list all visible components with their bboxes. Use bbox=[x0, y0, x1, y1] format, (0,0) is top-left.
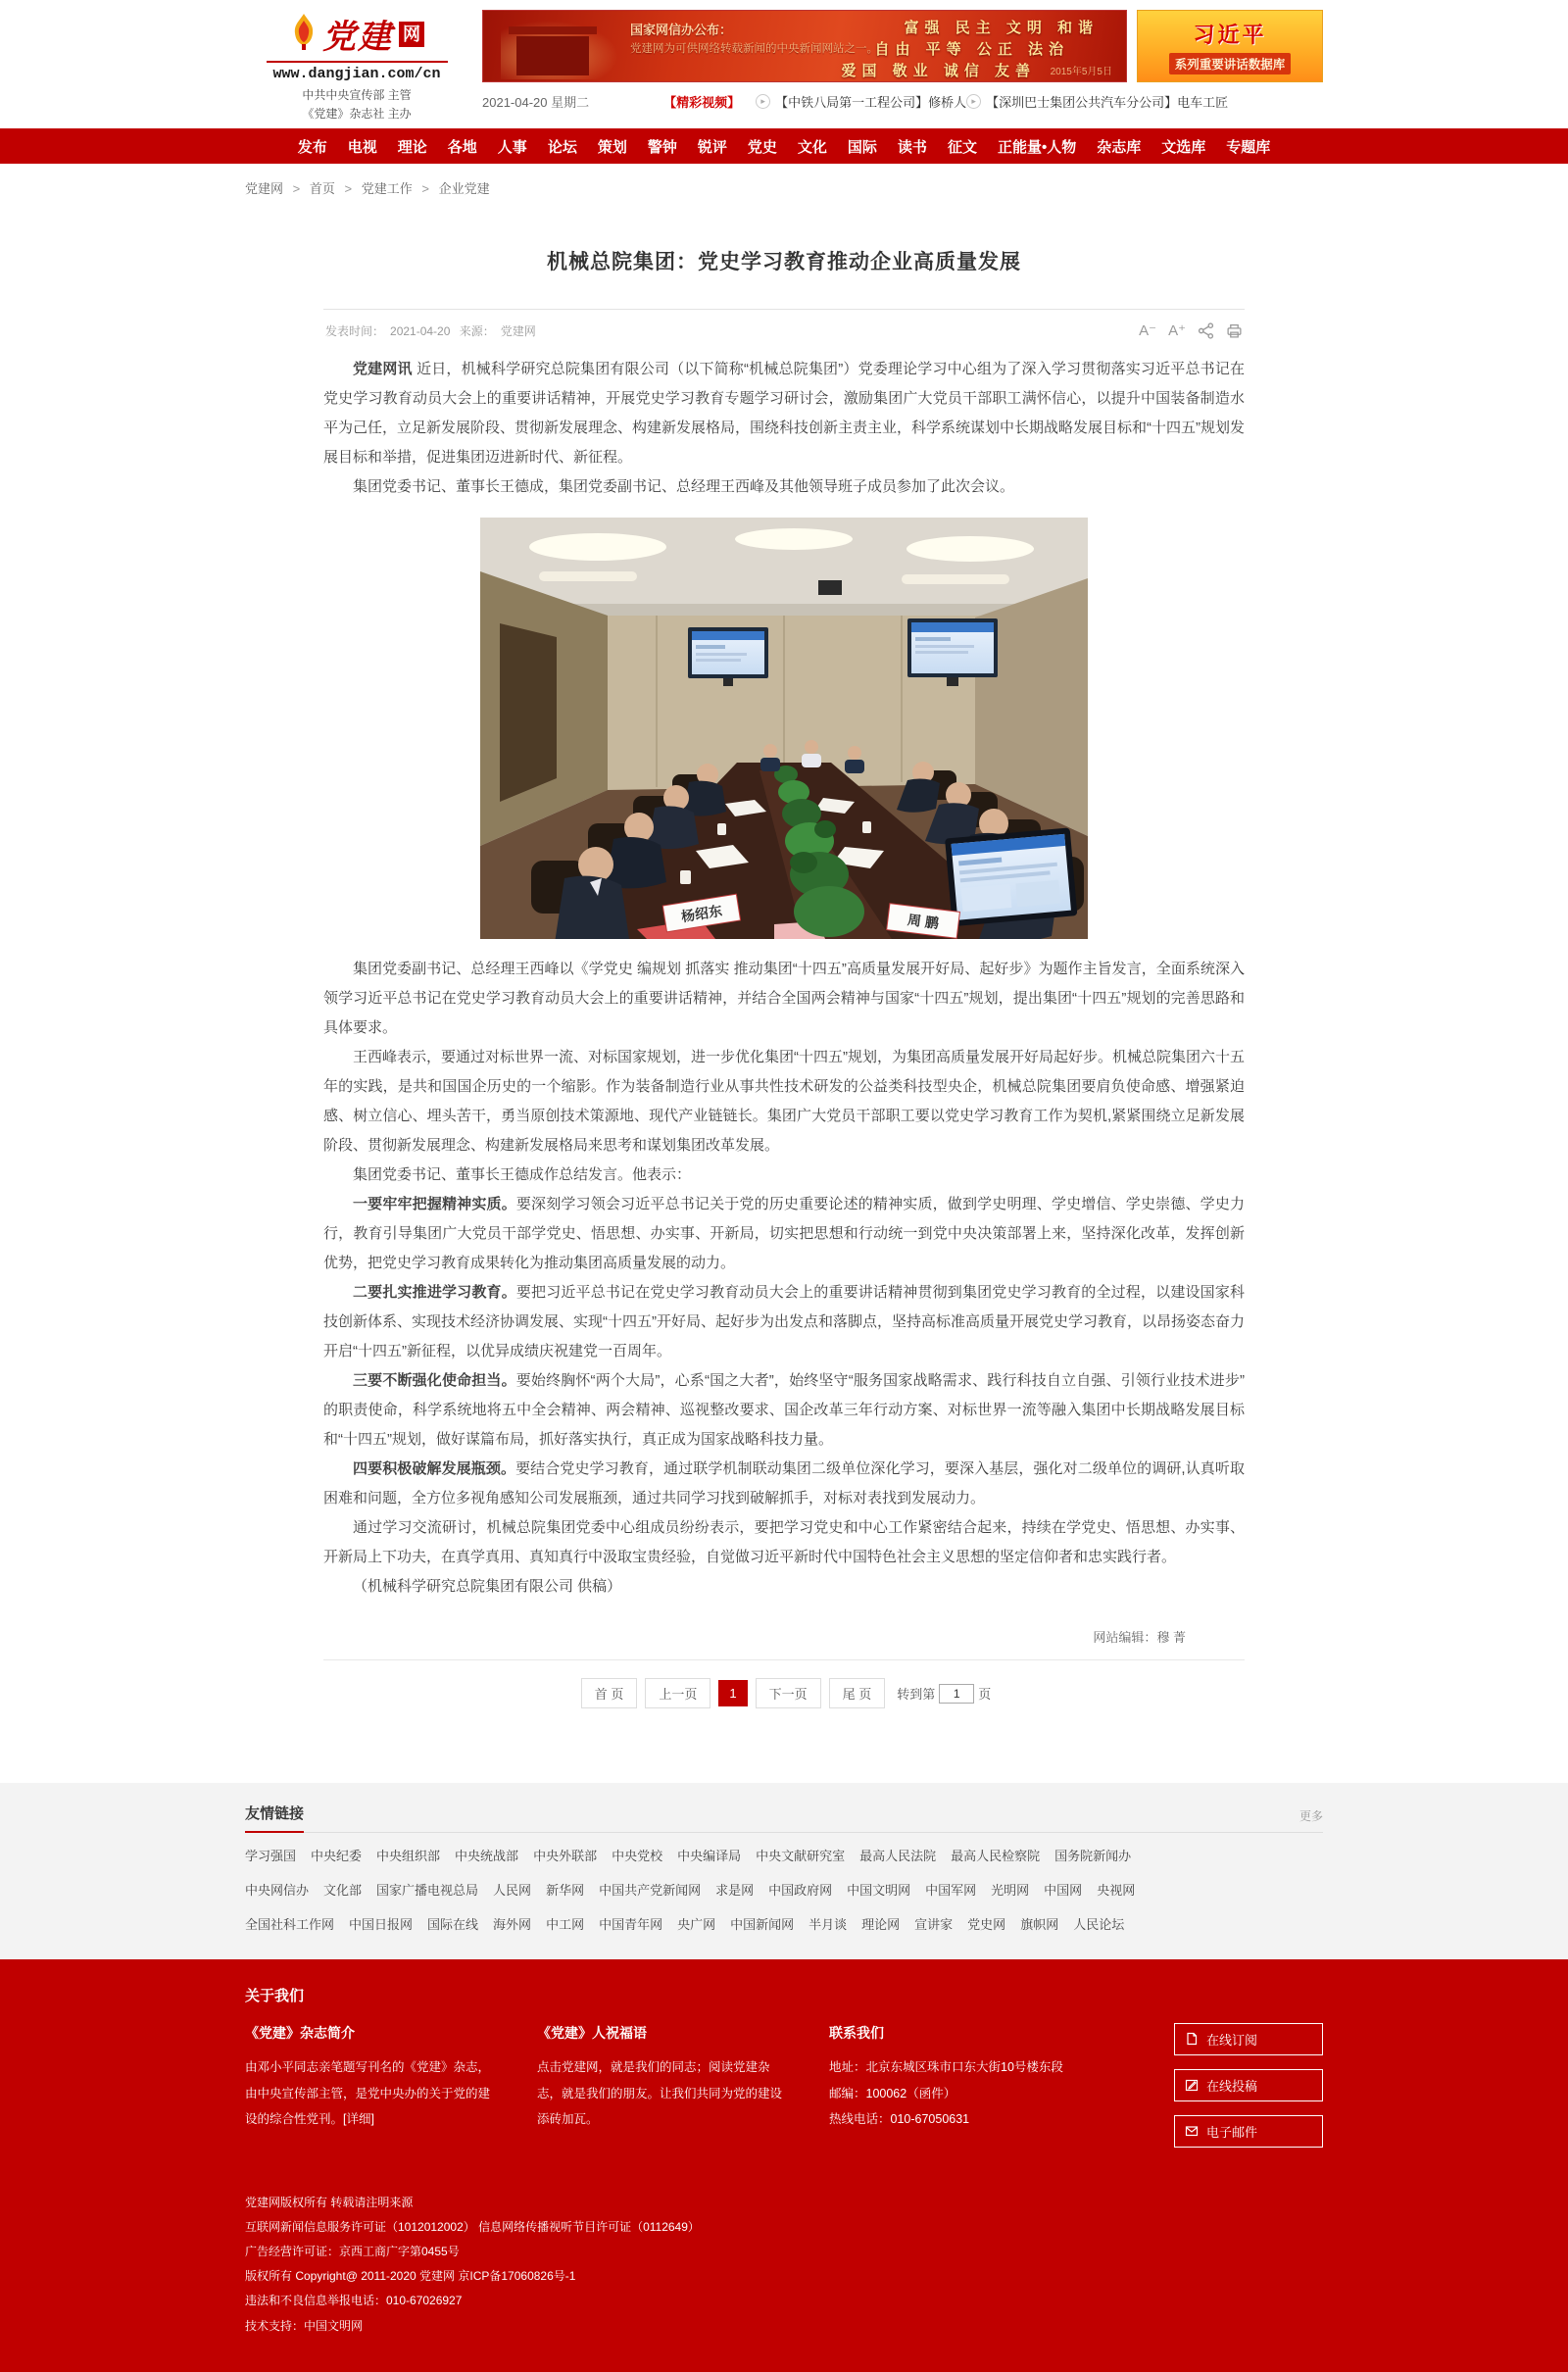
copyright-line: 技术支持：中国文明网 bbox=[245, 2318, 364, 2333]
article-body bbox=[323, 355, 1245, 1602]
site-header bbox=[0, 0, 1568, 123]
friend-links-row bbox=[245, 1847, 1323, 1867]
friend-link[interactable]: 央视网 bbox=[1097, 1883, 1136, 1899]
friend-links-more[interactable]: 更多 bbox=[1298, 1809, 1323, 1824]
friend-link[interactable]: 中央文献研究室 bbox=[756, 1849, 846, 1864]
friend-link[interactable]: 旗帜网 bbox=[1020, 1916, 1059, 1932]
friend-link[interactable]: 中国政府网 bbox=[768, 1883, 833, 1899]
breadcrumb-home[interactable]: 首页 bbox=[309, 181, 335, 197]
footer-magazine-intro: 《党建》杂志简介 由邓小平同志亲笔题写刊名的《党建》杂志，由中央宣传部主管，是党中央办的关于党的建设的综合性党刊。[详细] bbox=[245, 2024, 491, 2127]
breadcrumb bbox=[245, 164, 1323, 207]
breadcrumb-separator: > bbox=[344, 181, 353, 197]
core-values-banner[interactable] bbox=[482, 10, 1127, 82]
friend-link[interactable]: 中央统战部 bbox=[455, 1849, 519, 1864]
nav-item[interactable]: 锐评 bbox=[697, 138, 727, 156]
copyright-line: 违法和不良信息举报电话：010-67026927 bbox=[245, 2294, 463, 2308]
nav-item[interactable]: 杂志库 bbox=[1097, 138, 1142, 156]
logo-sponsor: 中共中央宣传部 主管 《党建》杂志社 主办 bbox=[302, 88, 412, 121]
friend-links-section bbox=[0, 1783, 1568, 1958]
copyright-line: 党建网版权所有 转载请注明来源 bbox=[245, 2195, 414, 2209]
detail-link[interactable]: [详细] bbox=[343, 2112, 374, 2127]
banner-notice-1: 国家网信办公布： bbox=[630, 23, 733, 37]
article-paragraph: 四要积极破解发展瓶颈。要结合党史学习教育，通过联学机制联动集团二级单位深化学习，要深入基层，强化对二级单位的调研,认真听取困难和问题，全方位多视角感知公司发展瓶颈，通过共同学习找到破解抓手，对标对表找到发展动力。 bbox=[323, 1460, 1245, 1507]
friend-link[interactable]: 国务院新闻办 bbox=[1054, 1849, 1132, 1864]
friend-link[interactable]: 国际在线 bbox=[427, 1916, 479, 1932]
friend-link[interactable]: 海外网 bbox=[493, 1916, 532, 1932]
flame-icon bbox=[289, 13, 318, 55]
nav-item[interactable]: 人事 bbox=[497, 138, 527, 156]
editor-credit: 网站编辑：穆 菁 bbox=[1093, 1630, 1186, 1646]
play-icon: ▸ bbox=[756, 94, 770, 109]
friend-link[interactable]: 人民论坛 bbox=[1073, 1916, 1125, 1932]
news-ticker bbox=[482, 87, 1323, 115]
nav-item[interactable]: 读书 bbox=[897, 138, 927, 156]
friend-link[interactable]: 中工网 bbox=[546, 1916, 585, 1932]
nav-item[interactable]: 理论 bbox=[397, 138, 427, 156]
friend-link[interactable]: 学习强国 bbox=[245, 1849, 297, 1864]
friend-link[interactable]: 国家广播电视总局 bbox=[376, 1883, 479, 1899]
goto-label: 转到第 bbox=[897, 1687, 936, 1703]
copyright-line: 版权所有 Copyright@ 2011-2020 党建网 京ICP备17060826号-1 bbox=[245, 2269, 576, 2284]
article bbox=[245, 221, 1323, 1755]
friend-link[interactable]: 最高人民法院 bbox=[859, 1849, 937, 1864]
submit-online-button[interactable]: 在线投稿 bbox=[1174, 2069, 1323, 2101]
featured-video-label[interactable]: 【精彩视频】 bbox=[663, 94, 741, 110]
friend-link[interactable]: 中国新闻网 bbox=[730, 1916, 795, 1932]
friend-link[interactable]: 光明网 bbox=[991, 1883, 1030, 1899]
svg-text:杨绍东: 杨绍东 bbox=[680, 903, 723, 925]
friend-link[interactable]: 中央组织部 bbox=[376, 1849, 441, 1864]
copyright-line: 广告经营许可证：京西工商广字第0455号 bbox=[245, 2245, 460, 2259]
article-paragraph: 集团党委书记、董事长王德成作总结发言。他表示： bbox=[353, 1166, 692, 1184]
friend-link[interactable]: 中央党校 bbox=[612, 1849, 663, 1864]
article-paragraph: 王西峰表示，要通过对标世界一流、对标国家规划，进一步优化集团“十四五”规划，为集团高质量发展开好局起好步。机械总院集团六十五年的实践，是共和国国企历史的一个缩影。作为装备制造行业从事共性技术研发的公益类科技型央企，机械总院集团要肩负使命感、增强紧迫感、树立信心、埋头苦干，勇当原创技术策源地、现代产业链链长。集团广大党员干部职工要以党史学习教育工作为契机,紧紧围绕立足新发展阶段、贯彻新发展理念、构建新发展格局来思考和谋划集团改革发展。 bbox=[323, 1049, 1245, 1155]
logo-net-badge: 网 bbox=[399, 22, 424, 47]
banner-values-1: 富强 民主 文明 和谐 bbox=[904, 20, 1099, 36]
friend-link[interactable]: 人民网 bbox=[493, 1883, 532, 1899]
banner-values-2: 自由 平等 公正 法治 bbox=[874, 41, 1069, 58]
article-paragraph: （机械科学研究总院集团有限公司 供稿） bbox=[353, 1578, 622, 1596]
pagination bbox=[323, 1660, 1245, 1755]
footer-contact: 联系我们 地址：北京东城区珠市口东大街10号楼东段 邮编：100062（函件） 热线电话：010-67050631 bbox=[829, 2023, 1063, 2134]
friend-link[interactable]: 中国军网 bbox=[925, 1883, 977, 1899]
friend-link[interactable]: 宣讲家 bbox=[914, 1916, 954, 1932]
article-paragraph: 通过学习交流研讨，机械总院集团党委中心组成员纷纷表示，要把学习党史和中心工作紧密结合起来，持续在学党史、悟思想、办实事、开新局上下功夫，在真学真用、真知真行中汲取宝贵经验，自觉做习近平新时代中国特色社会主义思想的坚定信仰者和忠实践行者。 bbox=[323, 1519, 1245, 1566]
friend-link[interactable]: 求是网 bbox=[715, 1883, 755, 1899]
friend-link[interactable]: 央广网 bbox=[677, 1916, 716, 1932]
logo-url: www.dangjian.com/cn bbox=[272, 66, 441, 82]
nav-item[interactable]: 各地 bbox=[447, 138, 477, 156]
breadcrumb-section[interactable]: 党建工作 bbox=[361, 181, 413, 197]
last-page-button[interactable]: 尾 页 bbox=[829, 1678, 886, 1708]
ticker-item[interactable]: ▸ 【中铁八局第一工程公司】修桥人 bbox=[756, 92, 966, 111]
nav-item[interactable]: 发布 bbox=[297, 138, 327, 156]
friend-link[interactable]: 中央纪委 bbox=[311, 1849, 363, 1864]
article-photo bbox=[323, 518, 1245, 939]
ticker-items bbox=[756, 92, 1228, 111]
footer-greeting: 《党建》人祝福语 点击党建网，就是我们的同志；阅读党建杂志，就是我们的朋友。让我们共同为党的建设添砖加瓦。 bbox=[537, 2024, 783, 2127]
subscribe-online-button[interactable]: 在线订阅 bbox=[1174, 2023, 1323, 2055]
nav-item[interactable]: 电视 bbox=[347, 138, 377, 156]
tiananmen-silhouette bbox=[516, 36, 589, 75]
article-paragraph: 集团党委副书记、总经理王西峰以《学党史 编规划 抓落实 推动集团“十四五”高质量发展开好局、起好步》为题作主旨发言，全面系统深入领学习近平总书记在党史学习教育动员大会上的重要讲话精神，并结合全国两会精神与国家“十四五”规划，提出集团“十四五”规划的完善思路和具体要求。 bbox=[323, 961, 1245, 1037]
friend-link[interactable]: 文化部 bbox=[323, 1883, 363, 1899]
share-icon[interactable] bbox=[1198, 322, 1214, 339]
page-title: 机械总院集团：党史学习教育推动企业高质量发展 bbox=[547, 251, 1021, 274]
first-page-button[interactable]: 首 页 bbox=[581, 1678, 638, 1708]
friend-link[interactable]: 中央网信办 bbox=[245, 1883, 310, 1899]
print-icon[interactable] bbox=[1226, 322, 1243, 339]
nav-item[interactable]: 国际 bbox=[847, 138, 877, 156]
friend-link[interactable]: 中国青年网 bbox=[599, 1916, 663, 1932]
nav-item[interactable]: 征文 bbox=[947, 138, 977, 156]
contact-line: 地址：北京东城区珠市口东大街10号楼东段 bbox=[829, 2059, 1063, 2074]
logo-rule bbox=[267, 61, 448, 63]
svg-text:周 鹏: 周 鹏 bbox=[906, 912, 940, 932]
main-nav bbox=[0, 128, 1568, 164]
article-meta-bar bbox=[323, 309, 1245, 355]
friend-links-title: 友情链接 bbox=[245, 1803, 304, 1833]
nav-item[interactable]: 正能量•人物 bbox=[997, 138, 1077, 156]
site-footer bbox=[0, 1959, 1568, 2372]
banner-date: 2015年5月5日 bbox=[1050, 67, 1112, 77]
article-paragraph: 党建网讯 近日，机械科学研究总院集团有限公司（以下简称“机械总院集团”）党委理论学习中心组为了深入学习贯彻落实习近平总书记在党史学习教育动员大会上的重要讲话精神，开展党史学习教育专题学习研讨会，激励集团广大党员干部职工满怀信心，以提升中国装备制造水平为己任，立足新发展阶段、贯彻新发展理念、构建新发展格局，围绕科技创新主责主业，科学系统谋划中长期战略发展目标和“十四五”规划发展目标和举措，促进集团迈进新时代、新征程。 bbox=[323, 361, 1246, 467]
article-paragraph: 一要牢牢把握精神实质。要深刻学习领会习近平总书记关于党的历史重要论述的精神实质，做到学史明理、学史增信、学史崇德、学史力行，教育引导集团广大党员干部学党史、悟思想、办实事、开新局，切实把思想和行动统一到党中央决策部署上来，坚持深化改革，发挥创新优势，把党史学习教育成果转化为推动集团高质量发展的动力。 bbox=[323, 1196, 1245, 1272]
friend-link[interactable]: 中国日报网 bbox=[349, 1916, 414, 1932]
ticker-date: 2021-04-20 星期二 bbox=[482, 94, 590, 110]
article-meta: 发表时间： 2021-04-20 来源： 党建网 bbox=[325, 323, 536, 338]
article-paragraph: 集团党委书记、董事长王德成，集团党委副书记、总经理王西峰及其他领导班子成员参加了此次会议。 bbox=[353, 478, 1015, 496]
contact-line: 热线电话：010-67050631 bbox=[829, 2112, 970, 2127]
current-page-button[interactable]: 1 bbox=[718, 1680, 747, 1706]
breadcrumb-separator: > bbox=[292, 181, 301, 197]
friend-link[interactable]: 最高人民检察院 bbox=[951, 1849, 1041, 1864]
friend-link[interactable]: 党史网 bbox=[967, 1916, 1006, 1932]
breadcrumb-separator: > bbox=[421, 181, 429, 197]
friend-links-row bbox=[245, 1915, 1323, 1936]
friend-links-row bbox=[245, 1881, 1323, 1902]
font-smaller-button[interactable]: A⁻ bbox=[1139, 322, 1157, 340]
nav-item[interactable]: 文化 bbox=[797, 138, 827, 156]
logo-wordmark: 党建 bbox=[322, 20, 393, 56]
next-page-button[interactable]: 下一页 bbox=[756, 1678, 821, 1708]
friend-link[interactable]: 半月谈 bbox=[808, 1916, 848, 1932]
ticker-item[interactable]: ▸ 【深圳巴士集团公共汽车分公司】电车工匠 bbox=[966, 92, 1228, 111]
site-logo[interactable] bbox=[245, 10, 468, 123]
friend-link[interactable]: 中央外联部 bbox=[533, 1849, 598, 1864]
contact-line: 邮编：100062（函件） bbox=[829, 2086, 956, 2100]
friend-link[interactable]: 中国共产党新闻网 bbox=[599, 1883, 702, 1899]
copyright-line: 互联网新闻信息服务许可证（1012012002） 信息网络传播视听节目许可证（0112649） bbox=[245, 2219, 700, 2234]
goto-page-input[interactable] bbox=[939, 1684, 974, 1704]
nav-item[interactable]: 党史 bbox=[747, 138, 777, 156]
prev-page-button[interactable]: 上一页 bbox=[645, 1678, 710, 1708]
email-button[interactable]: 电子邮件 bbox=[1174, 2115, 1323, 2148]
font-larger-button[interactable]: A⁺ bbox=[1168, 322, 1186, 340]
friend-link[interactable]: 新华网 bbox=[546, 1883, 585, 1899]
nav-item[interactable]: 警钟 bbox=[647, 138, 677, 156]
friend-link[interactable]: 中国文明网 bbox=[847, 1883, 911, 1899]
article-paragraph: 三要不断强化使命担当。要始终胸怀“两个大局”，心系“国之大者”，始终坚守“服务国家战略需求、践行科技自立自强、引领行业技术进步”的职责使命，科学系统地将五中全会精神、两会精神、巡视整改要求、国企改革三年行动方案、对标世界一流等融入集团中长期战略发展目标和“十四五”规划，做好谋篇布局，抓好落实执行，真正成为国家战略科技力量。 bbox=[323, 1372, 1245, 1449]
goto-suffix: 页 bbox=[978, 1687, 992, 1703]
friend-link[interactable]: 中国网 bbox=[1044, 1883, 1083, 1899]
breadcrumb-current: 企业党建 bbox=[438, 181, 490, 197]
nav-item[interactable]: 文选库 bbox=[1161, 138, 1206, 156]
article-paragraph: 二要扎实推进学习教育。要把习近平总书记在党史学习教育动员大会上的重要讲话精神贯彻到集团党史学习教育的全过程，以建设国家科技创新体系、实现技术经济协调发展、实现“十四五”开好局、起好步为出发点和落脚点，坚持高标准高质量开展党史学习教育，以昂扬姿态奋力开启“十四五”新征程，以优异成绩庆祝建党一百周年。 bbox=[323, 1284, 1245, 1360]
banner-notice-2: 党建网为可供网络转载新闻的中央新闻网站之一。 bbox=[630, 43, 878, 55]
friend-link[interactable]: 理论网 bbox=[861, 1916, 901, 1932]
breadcrumb-site[interactable]: 党建网 bbox=[245, 181, 284, 197]
copyright-block bbox=[245, 2191, 1323, 2339]
nav-item[interactable]: 论坛 bbox=[547, 138, 577, 156]
friend-link[interactable]: 中央编译局 bbox=[677, 1849, 742, 1864]
friend-link[interactable]: 全国社科工作网 bbox=[245, 1916, 335, 1932]
speech-database-banner[interactable]: 习近平 系列重要讲话数据库 bbox=[1137, 10, 1323, 82]
nav-item[interactable]: 策划 bbox=[597, 138, 627, 156]
nav-item[interactable]: 专题库 bbox=[1226, 138, 1271, 156]
banner-values-3: 爱国 敬业 诚信 友善 bbox=[841, 63, 1036, 79]
play-icon: ▸ bbox=[966, 94, 981, 109]
about-us-title: 关于我们 bbox=[245, 1987, 305, 2004]
